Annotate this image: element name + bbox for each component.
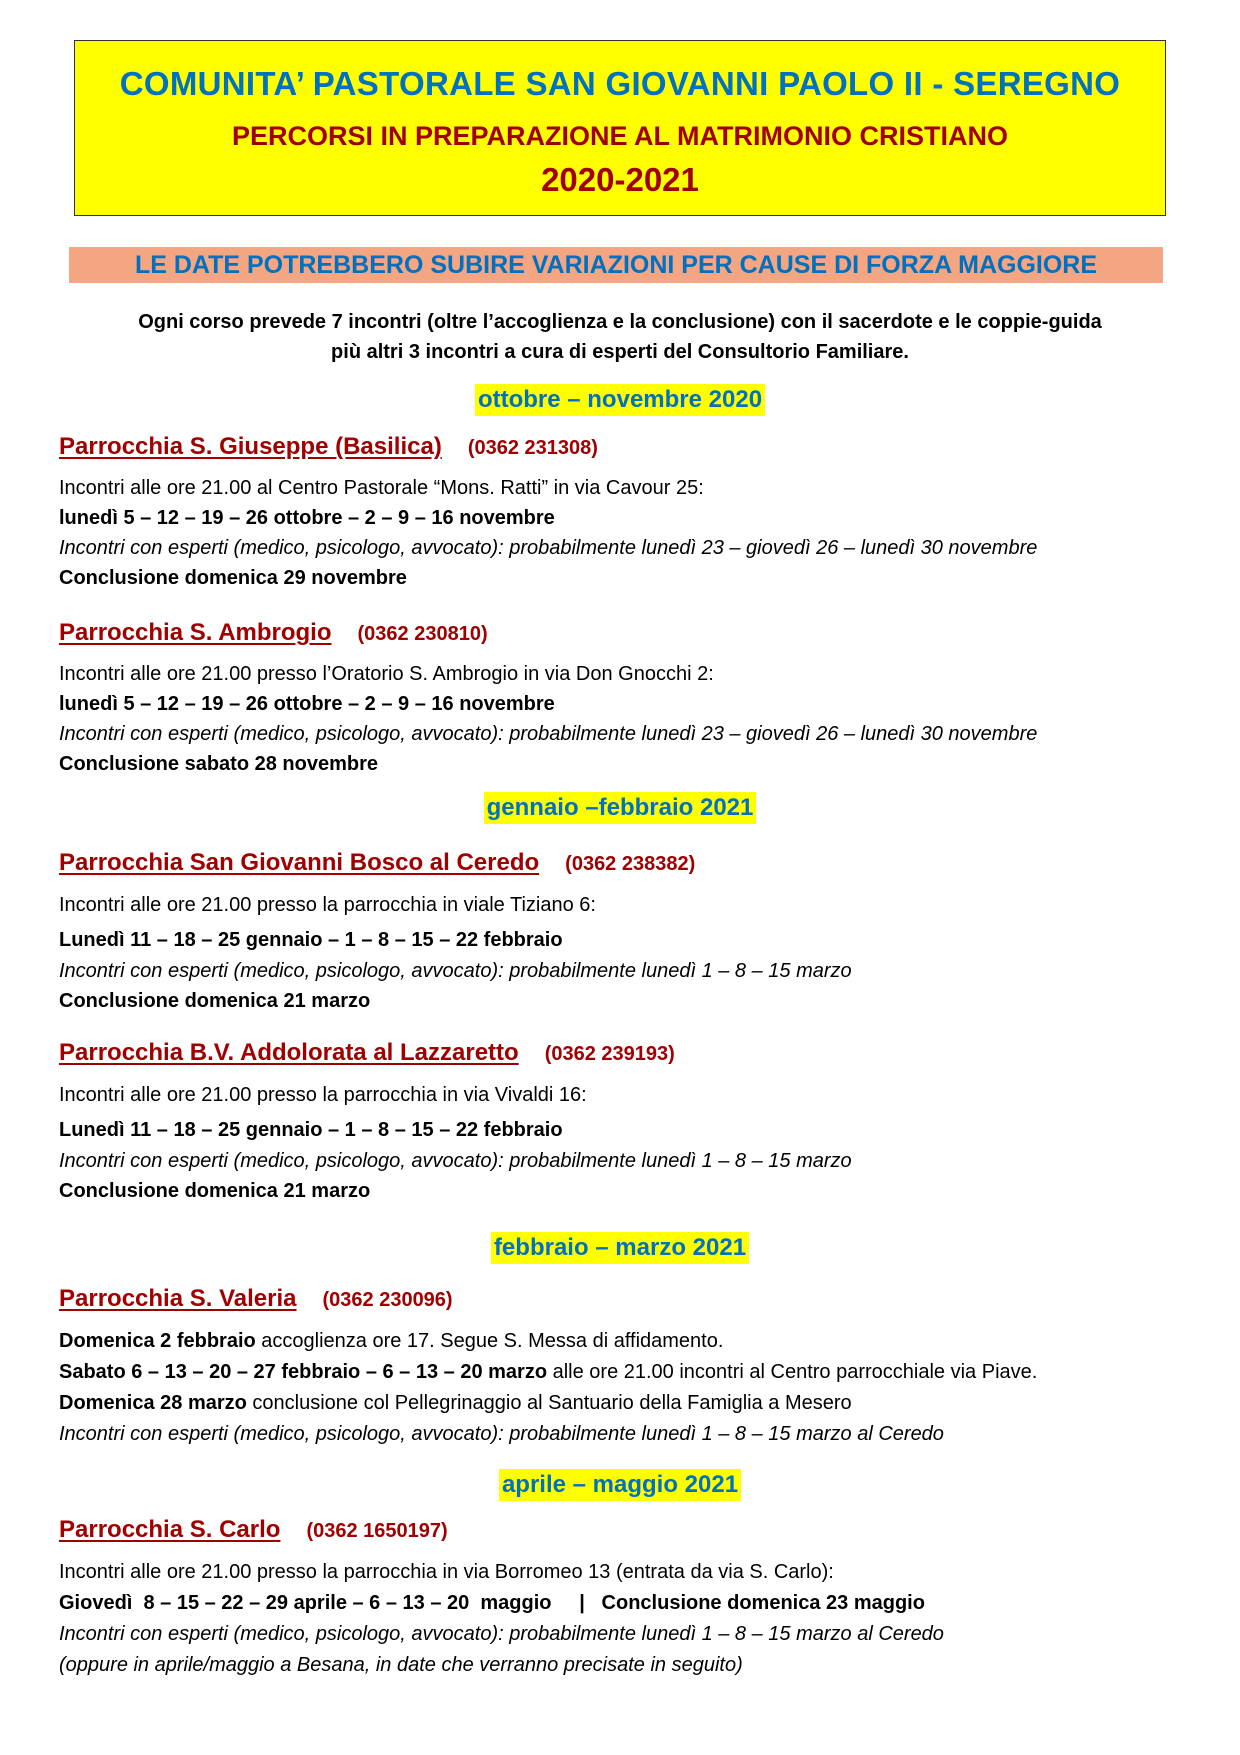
meeting-place: Incontri alle ore 21.00 presso la parrocchia in via Borromeo 13 (entrata da via S. Carlo):: [59, 1561, 834, 1583]
conclusion-line: [59, 1392, 852, 1415]
parish-name: Parrocchia B.V. Addolorata al Lazzaretto: [59, 1039, 519, 1066]
alternative-note: (oppure in aprile/maggio a Besana, in date che verranno precisate in seguito): [59, 1654, 743, 1676]
period-heading-3: [0, 1232, 1240, 1264]
period-heading-4: [0, 1469, 1240, 1501]
course-subtitle: PERCORSI IN PREPARAZIONE AL MATRIMONIO CRISTIANO: [231, 121, 1009, 151]
parish-phone: (0362 230096): [322, 1289, 453, 1311]
parish-phone: (0362 1650197): [306, 1520, 448, 1542]
period-label: febbraio – marzo 2021: [491, 1232, 749, 1264]
parish-heading-bosco: [59, 849, 695, 877]
intro-line-1: Ogni corso prevede 7 incontri (oltre l’accoglienza e la conclusione) con il sacerdote e le coppie-guida: [138, 311, 1102, 333]
conclusion-date: Domenica 28 marzo: [59, 1392, 247, 1414]
meeting-place: alle ore 21.00 incontri al Centro parrocchiale via Piave.: [547, 1361, 1038, 1383]
parish-name: Parrocchia S. Valeria: [59, 1285, 297, 1312]
meeting-place: Incontri alle ore 21.00 presso la parrocchia in via Vivaldi 16:: [59, 1084, 587, 1106]
parish-phone: (0362 238382): [565, 853, 696, 875]
header-box: [74, 40, 1166, 216]
meeting-dates: Giovedì 8 – 15 – 22 – 29 aprile – 6 – 13 – 20 maggio | Conclusione domenica 23 maggio: [59, 1592, 925, 1614]
period-heading-2: [0, 792, 1240, 824]
expert-meetings: Incontri con esperti (medico, psicologo, avvocato): probabilmente lunedì 1 – 8 – 15 marzo: [59, 960, 852, 982]
period-heading-1: [0, 384, 1240, 416]
parish-phone: (0362 231308): [467, 437, 598, 459]
expert-meetings: Incontri con esperti (medico, psicologo, avvocato): probabilmente lunedì 23 – giovedì 26 – lunedì 30 novembre: [59, 537, 1038, 559]
parish-heading-giuseppe: [59, 433, 598, 461]
conclusion: Conclusione domenica 29 novembre: [59, 567, 407, 589]
parish-name: Parrocchia S. Carlo: [59, 1516, 281, 1543]
parish-name: Parrocchia S. Giuseppe (Basilica): [59, 433, 442, 460]
period-label: aprile – maggio 2021: [499, 1469, 741, 1501]
meeting-dates: Lunedì 11 – 18 – 25 gennaio – 1 – 8 – 15 – 22 febbraio: [59, 1119, 563, 1141]
conclusion: Conclusione domenica 21 marzo: [59, 990, 371, 1012]
welcome-date: Domenica 2 febbraio: [59, 1330, 256, 1352]
parish-heading-valeria: [59, 1285, 453, 1313]
intro-line-2: più altri 3 incontri a cura di esperti del Consultorio Familiare.: [331, 341, 909, 363]
meeting-dates: Sabato 6 – 13 – 20 – 27 febbraio – 6 – 13 – 20 marzo: [59, 1361, 548, 1383]
parish-heading-lazzaretto: [59, 1039, 675, 1067]
period-label: ottobre – novembre 2020: [475, 384, 765, 416]
meeting-place: Incontri alle ore 21.00 presso la parrocchia in viale Tiziano 6:: [59, 894, 596, 916]
parish-phone: (0362 239193): [544, 1043, 675, 1065]
meeting-dates: lunedì 5 – 12 – 19 – 26 ottobre – 2 – 9 – 16 novembre: [59, 693, 555, 715]
warning-banner: LE DATE POTREBBERO SUBIRE VARIAZIONI PER CAUSE DI FORZA MAGGIORE: [69, 247, 1163, 283]
parish-phone: (0362 230810): [357, 623, 488, 645]
period-label: gennaio –febbraio 2021: [484, 792, 757, 824]
parish-name: Parrocchia San Giovanni Bosco al Ceredo: [59, 849, 540, 876]
parish-heading-ambrogio: [59, 619, 488, 647]
meeting-dates: Lunedì 11 – 18 – 25 gennaio – 1 – 8 – 15 – 22 febbraio: [59, 929, 563, 951]
welcome-text: accoglienza ore 17. Segue S. Messa di affidamento.: [255, 1330, 724, 1352]
expert-meetings: Incontri con esperti (medico, psicologo, avvocato): probabilmente lunedì 1 – 8 – 15 marzo al Ceredo: [59, 1423, 944, 1445]
conclusion: Conclusione sabato 28 novembre: [59, 753, 378, 775]
expert-meetings: Incontri con esperti (medico, psicologo, avvocato): probabilmente lunedì 1 – 8 – 15 marzo al Ceredo: [59, 1623, 944, 1645]
meeting-place: Incontri alle ore 21.00 presso l’Oratorio S. Ambrogio in via Don Gnocchi 2:: [59, 663, 714, 685]
conclusion-text: conclusione col Pellegrinaggio al Santuario della Famiglia a Mesero: [246, 1392, 852, 1414]
conclusion: Conclusione domenica 21 marzo: [59, 1180, 371, 1202]
meetings-line: [59, 1361, 1037, 1384]
meeting-place: Incontri alle ore 21.00 al Centro Pastorale “Mons. Ratti” in via Cavour 25:: [59, 477, 704, 499]
parish-heading-carlo: [59, 1516, 448, 1544]
expert-meetings: Incontri con esperti (medico, psicologo, avvocato): probabilmente lunedì 23 – giovedì 26 – lunedì 30 novembre: [59, 723, 1038, 745]
expert-meetings: Incontri con esperti (medico, psicologo, avvocato): probabilmente lunedì 1 – 8 – 15 marzo: [59, 1150, 852, 1172]
meeting-dates: lunedì 5 – 12 – 19 – 26 ottobre – 2 – 9 – 16 novembre: [59, 507, 555, 529]
welcome-line: [59, 1330, 723, 1353]
year-label: 2020-2021: [541, 161, 699, 198]
community-title: COMUNITA’ PASTORALE SAN GIOVANNI PAOLO II - SEREGNO: [119, 65, 1121, 102]
parish-name: Parrocchia S. Ambrogio: [59, 619, 332, 646]
